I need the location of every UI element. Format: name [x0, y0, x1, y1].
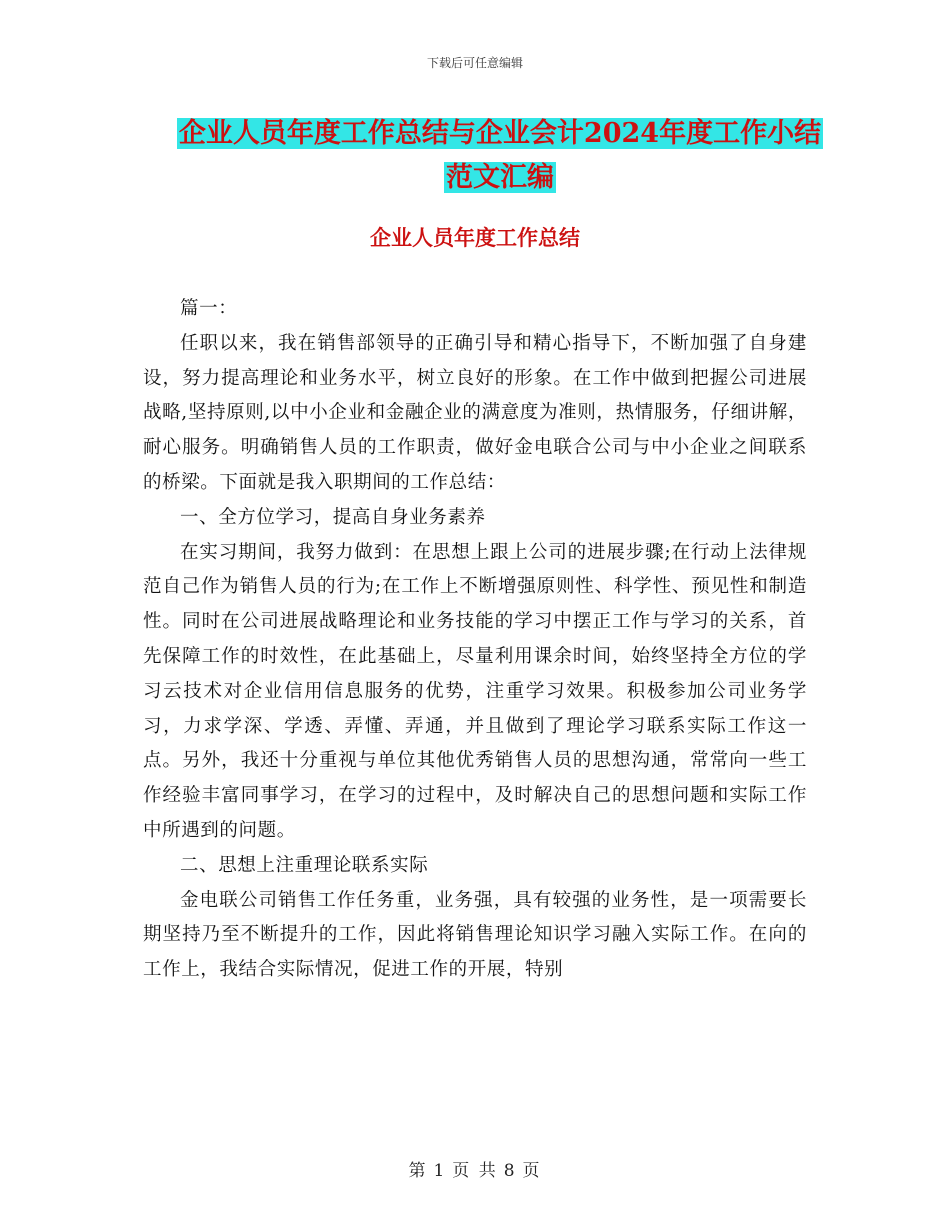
- document-title-line-2: 范文汇编: [446, 162, 554, 193]
- paragraph: 篇一：: [180, 298, 238, 319]
- header-note: 下载后可任意编辑: [426, 56, 523, 70]
- paragraph: 任职以来，我在销售部领导的正确引导和精心指导下，不断加强了自身建设，努力提高理论和业务水平，树立良好的形象。在工作中做到把握公司进展战略,坚持原则,以中小企业和金融企业的满意度为准则，热情服务，仔细讲解，耐心服务。明确销售人员的工作职责，做好金电联合公司与中小企业之间联系的桥梁。下面就是我入职期间的工作总结：: [143, 332, 807, 493]
- paragraph-heading: 二、思想上注重理论联系实际: [180, 854, 429, 876]
- page-label-prefix: 第: [408, 1161, 428, 1181]
- paragraph: 在实习期间，我努力做到：在思想上跟上公司的进展步骤;在行动上法律规范自己作为销售人员的行为;在工作上不断增强原则性、科学性、预见性和制造性。同时在公司进展战略理论和业务技能的学习中摆正工作与学习的关系，首先保障工作的时效性，在此基础上，尽量利用课余时间，始终坚持全方位的学习云技术对企业信用信息服务的优势，注重学习效果。积极参加公司业务学习，力求学深、学透、弄懂、弄通，并且做到了理论学习联系实际工作这一点。另外，我还十分重视与单位其他优秀销售人员的思想沟通，常常向一些工作经验丰富同事学习，在学习的过程中，及时解决自己的思想问题和实际工作中所遇到的问题。: [143, 541, 807, 841]
- page-label-suffix: 页: [522, 1161, 542, 1181]
- document-title: [140, 112, 860, 200]
- document-title-line-1: 企业人员年度工作总结与企业会计2024年度工作小结: [178, 118, 822, 149]
- page-current: 1: [433, 1161, 447, 1181]
- section-title: 企业人员年度工作总结: [370, 225, 580, 250]
- paragraph: 金电联公司销售工作任务重，业务强，具有较强的业务性，是一项需要长期坚持乃至不断提升的工作，因此将销售理论知识学习融入实际工作。在向的工作上，我结合实际情况，促进工作的开展，特别: [143, 889, 807, 981]
- page-total: 8: [503, 1161, 517, 1181]
- paragraph-heading: 一、全方位学习，提高自身业务素养: [180, 506, 486, 528]
- page-label-mid: 页 共: [452, 1161, 498, 1181]
- document-body: [143, 292, 807, 988]
- page-number: [0, 1156, 950, 1181]
